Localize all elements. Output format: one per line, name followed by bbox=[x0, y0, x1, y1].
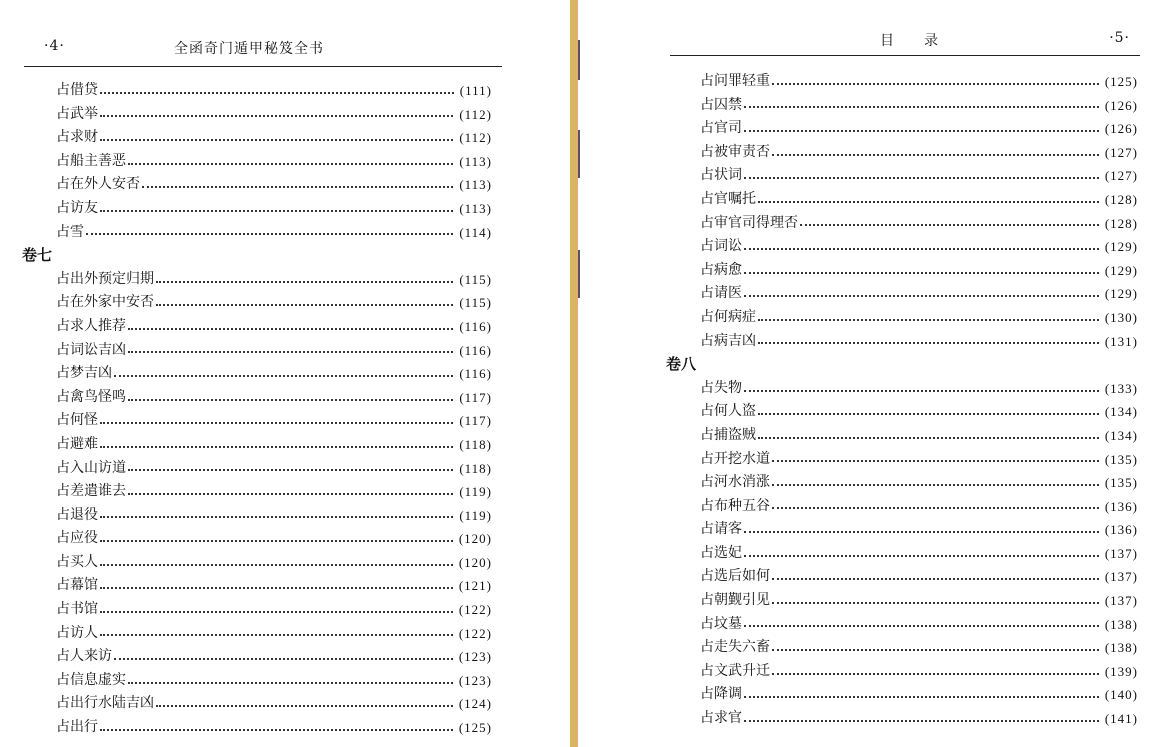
dot-leader bbox=[744, 531, 1099, 533]
toc-page-number: (117) bbox=[459, 389, 492, 405]
toc-entry bbox=[22, 716, 492, 740]
toc-entry-title: 占入山访道 bbox=[56, 459, 126, 476]
dot-leader bbox=[100, 115, 453, 117]
toc-entry-title: 占访友 bbox=[56, 199, 98, 216]
dot-leader bbox=[156, 281, 453, 283]
toc-entry-title: 占幕馆 bbox=[56, 577, 98, 594]
toc-section-heading bbox=[22, 244, 492, 268]
toc-entry-title: 占在外家中安否 bbox=[56, 294, 154, 311]
dot-leader bbox=[772, 460, 1099, 462]
toc-entry bbox=[22, 221, 492, 245]
left-page-header bbox=[44, 38, 494, 62]
toc-entry-title: 占走失六畜 bbox=[700, 639, 770, 656]
toc-entry-title: 占禽鸟怪鸣 bbox=[56, 388, 126, 405]
toc-entry-title: 占出行 bbox=[56, 719, 98, 736]
toc-entry bbox=[22, 315, 492, 339]
dot-leader bbox=[128, 469, 453, 471]
toc-page-number: (111) bbox=[459, 83, 492, 98]
toc-entry bbox=[666, 306, 1138, 330]
toc-entry-title: 占朝觐引见 bbox=[700, 592, 770, 609]
dot-leader bbox=[744, 720, 1099, 722]
dot-leader bbox=[128, 351, 453, 353]
toc-page-number: (123) bbox=[458, 649, 492, 665]
toc-entry-title: 占何怪 bbox=[56, 412, 98, 429]
toc-page-number: (121) bbox=[458, 578, 492, 594]
dot-leader bbox=[114, 658, 453, 660]
toc-entry-title: 占人来访 bbox=[56, 648, 112, 665]
toc-entry-title: 占官司 bbox=[700, 120, 742, 137]
toc-entry bbox=[22, 197, 492, 221]
toc-page-number: (129) bbox=[1104, 239, 1138, 255]
toc-page-number: (113) bbox=[459, 200, 492, 216]
dot-leader bbox=[100, 564, 453, 566]
dot-leader bbox=[744, 248, 1099, 250]
toc-page-number: (137) bbox=[1104, 593, 1138, 609]
toc-entry-title: 占请客 bbox=[700, 521, 742, 538]
toc-entry bbox=[22, 103, 492, 127]
dot-leader bbox=[772, 507, 1099, 509]
right-page-number: ·5· bbox=[1109, 30, 1130, 46]
toc-entry-title: 占避难 bbox=[56, 435, 98, 452]
toc-entry-title: 占审官司得理否 bbox=[700, 214, 798, 231]
dot-leader bbox=[772, 673, 1099, 675]
dot-leader bbox=[142, 186, 453, 188]
dot-leader bbox=[758, 342, 1099, 344]
dot-leader bbox=[100, 139, 453, 141]
toc-entry-title: 占退役 bbox=[56, 506, 98, 523]
dot-leader bbox=[156, 304, 453, 306]
toc-page-number: (112) bbox=[459, 130, 492, 146]
toc-page-number: (115) bbox=[459, 295, 492, 311]
dot-leader bbox=[100, 634, 453, 636]
toc-entry-title: 占选后如何 bbox=[700, 568, 770, 585]
toc-entry-title: 占武举 bbox=[56, 105, 98, 122]
dot-leader bbox=[100, 611, 453, 613]
toc-page-number: (118) bbox=[459, 436, 492, 452]
toc-page-number: (128) bbox=[1104, 191, 1138, 207]
toc-page-number: (127) bbox=[1104, 144, 1138, 160]
toc-entry bbox=[666, 565, 1138, 589]
toc-entry bbox=[666, 141, 1138, 165]
toc-entry-title: 占官嘱托 bbox=[700, 190, 756, 207]
toc-page-number: (136) bbox=[1104, 498, 1138, 514]
toc-entry-title: 占书馆 bbox=[56, 601, 98, 618]
toc-entry bbox=[22, 622, 492, 646]
toc-page-number: (119) bbox=[459, 484, 492, 500]
dot-leader bbox=[744, 696, 1099, 698]
toc-entry-title: 占词讼吉凶 bbox=[56, 341, 126, 358]
toc-page-number: (126) bbox=[1104, 121, 1138, 137]
dot-leader bbox=[100, 540, 453, 542]
toc-page-number: (114) bbox=[459, 224, 492, 240]
toc-entry-title: 占船主善恶 bbox=[56, 152, 126, 169]
scan-margin-mark bbox=[578, 130, 580, 178]
dot-leader bbox=[128, 493, 453, 495]
toc-page-number: (124) bbox=[458, 696, 492, 712]
dot-leader bbox=[100, 446, 453, 448]
dot-leader bbox=[772, 578, 1099, 580]
dot-leader bbox=[772, 602, 1099, 604]
toc-page-number: (134) bbox=[1104, 404, 1138, 420]
toc-entry bbox=[666, 212, 1138, 236]
dot-leader bbox=[758, 201, 1099, 203]
dot-leader bbox=[100, 422, 453, 424]
scan-margin-mark bbox=[578, 250, 580, 298]
toc-page-number: (113) bbox=[459, 177, 492, 193]
dot-leader bbox=[772, 649, 1099, 651]
toc-page-number: (120) bbox=[458, 531, 492, 547]
toc-page-number: (137) bbox=[1104, 545, 1138, 561]
toc-entry-title: 占失物 bbox=[700, 379, 742, 396]
left-page-number: ·4· bbox=[44, 38, 65, 54]
toc-entry bbox=[22, 527, 492, 551]
toc-entry-title: 占囚禁 bbox=[700, 96, 742, 113]
toc-entry-title: 占病吉凶 bbox=[700, 332, 756, 349]
dot-leader bbox=[100, 210, 453, 212]
dot-leader bbox=[128, 399, 453, 401]
toc-entry bbox=[666, 70, 1138, 94]
toc-entry bbox=[22, 480, 492, 504]
scan-margin-mark bbox=[578, 40, 580, 80]
toc-page-number: (122) bbox=[458, 602, 492, 618]
dot-leader bbox=[156, 705, 453, 707]
dot-leader bbox=[772, 83, 1099, 85]
dot-leader bbox=[744, 130, 1099, 132]
toc-entry bbox=[22, 598, 492, 622]
toc-entry-title: 占在外人安否 bbox=[56, 176, 140, 193]
toc-entry bbox=[666, 613, 1138, 637]
dot-leader bbox=[100, 92, 454, 94]
toc-page-number: (120) bbox=[458, 554, 492, 570]
toc-entry-title: 占信息虚实 bbox=[56, 671, 126, 688]
toc-entry bbox=[22, 339, 492, 363]
dot-leader bbox=[758, 413, 1099, 415]
dot-leader bbox=[128, 682, 453, 684]
toc-entry-title: 占何人盗 bbox=[700, 403, 756, 420]
dot-leader bbox=[128, 163, 453, 165]
dot-leader bbox=[758, 437, 1099, 439]
right-running-title: 目录 bbox=[880, 33, 968, 49]
toc-entry bbox=[22, 291, 492, 315]
toc-entry bbox=[666, 330, 1138, 354]
dot-leader bbox=[744, 625, 1099, 627]
left-running-title: 全函奇门遁甲秘笈全书 bbox=[174, 41, 324, 57]
toc-entry bbox=[22, 150, 492, 174]
toc-entry bbox=[666, 117, 1138, 141]
toc-entry bbox=[22, 433, 492, 457]
toc-page-number: (123) bbox=[458, 672, 492, 688]
toc-page-number: (135) bbox=[1104, 475, 1138, 491]
toc-page-number: (137) bbox=[1104, 569, 1138, 585]
toc-page-number: (138) bbox=[1104, 616, 1138, 632]
toc-entry bbox=[22, 173, 492, 197]
toc-page-number: (133) bbox=[1104, 380, 1138, 396]
toc-entry bbox=[666, 377, 1138, 401]
toc-entry bbox=[666, 282, 1138, 306]
toc-entry bbox=[666, 424, 1138, 448]
toc-entry-title: 占被审责否 bbox=[700, 143, 770, 160]
toc-page-number: (125) bbox=[1104, 74, 1138, 89]
toc-entry bbox=[666, 660, 1138, 684]
toc-page-number: (131) bbox=[1104, 333, 1138, 349]
toc-page-number: (140) bbox=[1104, 687, 1138, 703]
dot-leader bbox=[744, 177, 1099, 179]
toc-entry bbox=[666, 636, 1138, 660]
toc-page-number: (125) bbox=[458, 720, 492, 736]
toc-page-number: (118) bbox=[459, 460, 492, 476]
toc-entry bbox=[666, 259, 1138, 283]
toc-entry bbox=[666, 164, 1138, 188]
toc-entry-title: 占坟墓 bbox=[700, 615, 742, 632]
dot-leader bbox=[800, 224, 1099, 226]
toc-page-number: (127) bbox=[1104, 168, 1138, 184]
toc-entry-title: 占请医 bbox=[700, 285, 742, 302]
toc-page-number: (119) bbox=[459, 507, 492, 523]
dot-leader bbox=[772, 154, 1099, 156]
toc-entry-title: 占捕盗贼 bbox=[700, 426, 756, 443]
dot-leader bbox=[128, 328, 453, 330]
toc-entry-title: 占借贷 bbox=[56, 82, 98, 98]
toc-entry-title: 占出外预定归期 bbox=[56, 270, 154, 287]
toc-page-number: (134) bbox=[1104, 427, 1138, 443]
toc-entry bbox=[22, 669, 492, 693]
toc-entry-title: 占病愈 bbox=[700, 261, 742, 278]
toc-section-heading bbox=[666, 353, 1138, 377]
dot-leader bbox=[744, 272, 1099, 274]
toc-page-number: (135) bbox=[1104, 451, 1138, 467]
toc-entry bbox=[22, 79, 492, 103]
toc-entry bbox=[22, 504, 492, 528]
toc-entry bbox=[22, 551, 492, 575]
toc-page-number: (138) bbox=[1104, 640, 1138, 656]
toc-entry-title: 占文武升迁 bbox=[700, 662, 770, 679]
book-gutter bbox=[570, 0, 578, 747]
dot-leader bbox=[100, 587, 453, 589]
toc-entry bbox=[22, 126, 492, 150]
toc-page-number: (115) bbox=[459, 271, 492, 287]
toc-entry bbox=[22, 386, 492, 410]
toc-entry-title: 占词讼 bbox=[700, 238, 742, 255]
toc-page-number: (126) bbox=[1104, 97, 1138, 113]
toc-entry-title: 占开挖水道 bbox=[700, 450, 770, 467]
toc-entry-title: 占问罪轻重 bbox=[700, 73, 770, 89]
toc-entry-title: 占求人推荐 bbox=[56, 317, 126, 334]
toc-page-number: (117) bbox=[459, 413, 492, 429]
toc-entry-title: 占买人 bbox=[56, 553, 98, 570]
dot-leader bbox=[114, 375, 453, 377]
toc-entry bbox=[666, 400, 1138, 424]
toc-entry-title: 占出行水陆吉凶 bbox=[56, 695, 154, 712]
section-title: 卷七 bbox=[22, 246, 53, 265]
toc-entry bbox=[22, 574, 492, 598]
toc-entry-title: 占雪 bbox=[56, 223, 84, 240]
toc-entry bbox=[22, 268, 492, 292]
dot-leader bbox=[744, 106, 1099, 108]
toc-entry-title: 占求官 bbox=[700, 710, 742, 727]
toc-page-number: (116) bbox=[459, 318, 492, 334]
toc-entry bbox=[666, 495, 1138, 519]
toc-entry bbox=[22, 362, 492, 386]
toc-entry bbox=[666, 235, 1138, 259]
dot-leader bbox=[86, 233, 453, 235]
toc-entry bbox=[666, 94, 1138, 118]
toc-page-number: (130) bbox=[1104, 309, 1138, 325]
toc-page-number: (129) bbox=[1104, 262, 1138, 278]
right-page-header bbox=[670, 30, 1130, 54]
toc-entry bbox=[22, 645, 492, 669]
toc-entry bbox=[666, 471, 1138, 495]
toc-entry-title: 占布种五谷 bbox=[700, 497, 770, 514]
toc-entry bbox=[666, 683, 1138, 707]
toc-entry-title: 占降调 bbox=[700, 686, 742, 703]
dot-leader bbox=[100, 516, 453, 518]
toc-entry bbox=[666, 589, 1138, 613]
toc-entry bbox=[22, 409, 492, 433]
dot-leader bbox=[772, 484, 1099, 486]
right-header-rule bbox=[670, 55, 1140, 56]
toc-entry-title: 占差遣谁去 bbox=[56, 483, 126, 500]
toc-entry bbox=[666, 188, 1138, 212]
toc-entry bbox=[666, 518, 1138, 542]
toc-entry bbox=[666, 542, 1138, 566]
toc-entry bbox=[666, 707, 1138, 731]
toc-entry-title: 占梦吉凶 bbox=[56, 365, 112, 382]
dot-leader bbox=[744, 295, 1099, 297]
toc-page-number: (136) bbox=[1104, 522, 1138, 538]
left-header-rule bbox=[24, 66, 502, 67]
dot-leader bbox=[100, 729, 453, 731]
toc-page-number: (113) bbox=[459, 153, 492, 169]
toc-entry-title: 占选妃 bbox=[700, 544, 742, 561]
toc-entry-title: 占何病症 bbox=[700, 308, 756, 325]
toc-page-number: (116) bbox=[459, 366, 492, 382]
toc-entry-title: 占求财 bbox=[56, 129, 98, 146]
toc-page-number: (122) bbox=[458, 625, 492, 641]
toc-entry-title: 占河水消涨 bbox=[700, 474, 770, 491]
toc-page-number: (139) bbox=[1104, 663, 1138, 679]
toc-page-number: (128) bbox=[1104, 215, 1138, 231]
toc-page-number: (129) bbox=[1104, 286, 1138, 302]
left-toc-list bbox=[22, 79, 492, 740]
toc-entry bbox=[22, 692, 492, 716]
toc-entry-title: 占状词 bbox=[700, 167, 742, 184]
dot-leader bbox=[758, 319, 1099, 321]
toc-page-number: (116) bbox=[459, 342, 492, 358]
toc-entry-title: 占应役 bbox=[56, 530, 98, 547]
right-page bbox=[578, 0, 1172, 747]
toc-entry bbox=[666, 448, 1138, 472]
section-title: 卷八 bbox=[666, 355, 697, 374]
toc-entry bbox=[22, 457, 492, 481]
right-toc-list bbox=[666, 70, 1138, 731]
toc-entry-title: 占访人 bbox=[56, 624, 98, 641]
toc-page-number: (112) bbox=[459, 106, 492, 122]
dot-leader bbox=[744, 555, 1099, 557]
left-page bbox=[0, 0, 570, 747]
toc-page-number: (141) bbox=[1104, 711, 1138, 727]
dot-leader bbox=[744, 390, 1099, 392]
